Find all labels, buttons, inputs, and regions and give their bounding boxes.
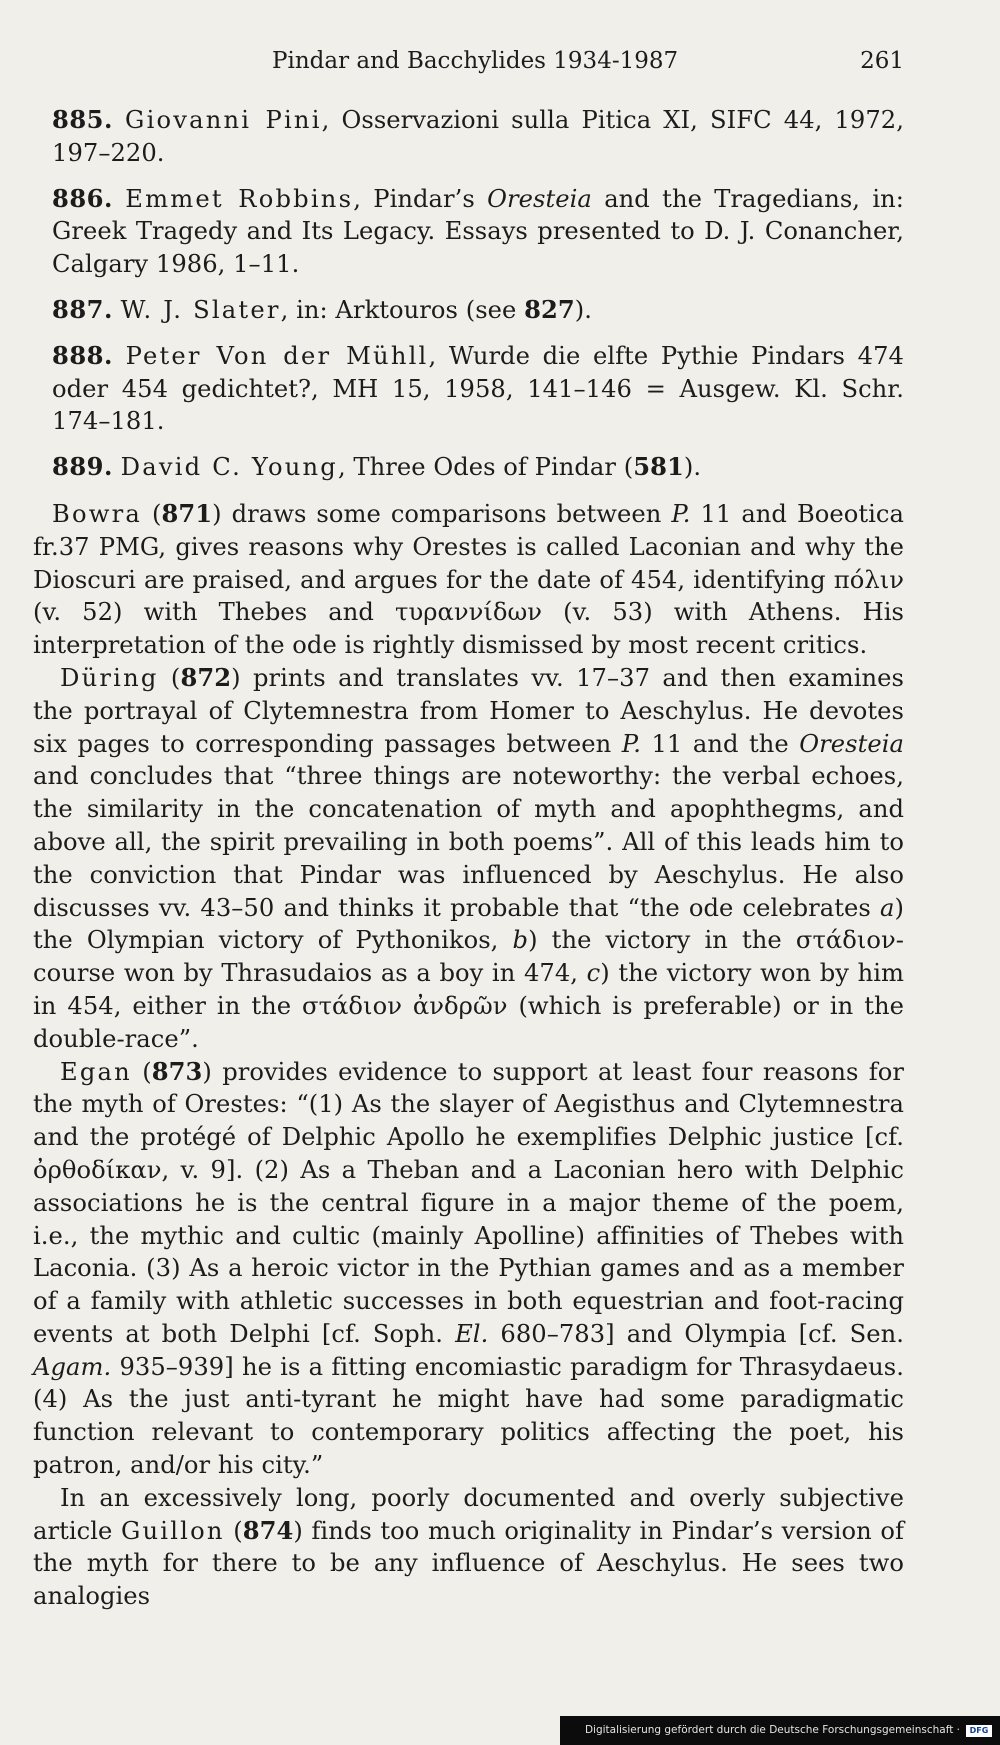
list-marker: a: [880, 893, 895, 922]
pythian-abbrev: P.: [621, 729, 641, 758]
review-author: Egan: [60, 1057, 132, 1086]
review-ref: 874: [242, 1515, 294, 1545]
review-author: Guillon: [120, 1516, 225, 1545]
review-ref: 872: [180, 662, 232, 692]
page-header: [272, 44, 904, 84]
review-author: Bowra: [52, 499, 143, 528]
entry-number: 888.: [52, 340, 113, 370]
running-title: Pindar and Bacchylides 1934-1987: [272, 48, 679, 74]
list-marker: b: [512, 926, 529, 955]
footer-text: Digitalisierung gefördert durch die Deutsche Forschungsgemeinschaft ·: [584, 1724, 960, 1736]
entry-text: ).: [683, 453, 702, 482]
work-abbrev: Agam.: [33, 1352, 112, 1381]
work-title: Oresteia: [799, 729, 904, 758]
entry-author: Peter Von der Mühll: [125, 341, 429, 370]
review-text: ) draws some comparisons between: [212, 499, 672, 528]
entry-author: Emmet Robbins: [125, 184, 354, 213]
entry-ref: 581: [633, 452, 684, 482]
list-marker: c: [586, 959, 601, 988]
bibliography-entry-888: [33, 340, 904, 438]
review-text: ) the victory won by him in 454, either in the στάδιον ἀνδρῶν (which is preferable) or in the double-race”.: [33, 959, 904, 1053]
entry-number: 885.: [52, 105, 113, 134]
entry-text: ).: [574, 295, 592, 324]
entry-text: , Wurde die elfte Pythie Pindars 474 oder 454 gedichtet?, MH 15, 1958, 141–146 = Ausgew. Kl. Schr. 174–181.: [52, 341, 904, 436]
review-text: ) provides evidence to support at least four reasons for the myth of Orestes: “(1) As the slayer of Aegisthus and Clytemnestra and the protégé of Delphic Apollo he exemplifies Delphic justice [cf. ὀρθοδίκαν, v. 9]. (2) As a Theban and a Laconian hero with Delphic associations he is the central figure in a major theme of the poem, i.e., the mythic and cultic (mainly Apolline) affinities of Thebes with Laconia. (3) As a heroic victor in the Pythian games and as a member of a family with athletic successes in both equestrian and foot-racing events at both Delphi [cf. Soph.: [33, 1057, 905, 1348]
review-paragraph-bowra: Bowra (871) draws some comparisons between P. 11 and Boeotica fr.37 PMG, gives reasons why Orestes is called Laconian and why the Dioscuri are praised, and argues for the date of 454, identifying πόλιν (v. 52) with Thebes and τυραννίδων (v. 53) with Athens. His interpretation of the ode is rightly dismissed by most recent critics.: [33, 498, 904, 660]
work-abbrev: El.: [455, 1319, 489, 1348]
review-paragraph-egan: Egan (873) provides evidence to support at least four reasons for the myth of Orestes: “(1) As the slayer of Aegisthus and Clytemnestra and the protégé of Delphic Apollo he exemplifies Delphic justice [cf. ὀρθοδίκαν, v. 9]. (2) As a Theban and a Laconian hero with Delphic associations he is the central figure in a major theme of the poem, i.e., the mythic and cultic (mainly Apolline) affinities of Thebes with Laconia. (3) As a heroic victor in the Pythian games and as a member of a family with athletic successes in both equestrian and foot-racing events at both Delphi [cf. Soph. El. 680–783] and Olympia [cf. Sen. Agam. 935–939] he is a fitting encomiastic paradigm for Thrasydaeus. (4) As the just anti-tyrant he might have had some paradigmatic function relevant to contemporary politics affecting the poet, his patron, and/or his city.”: [33, 1056, 905, 1480]
review-text: ) the Olympian victory of Pythonikos,: [33, 893, 904, 955]
bibliography-entry-887: [33, 294, 904, 327]
entry-author: David C. Young: [120, 453, 338, 482]
review-text: ) finds too much originality in Pindar’s version of the myth for there to be any influence of Aeschylus. He sees two analogies: [33, 1516, 904, 1611]
entry-author: Giovanni Pini: [125, 106, 322, 134]
digitization-footer: [560, 1716, 1000, 1745]
review-ref: 873: [151, 1056, 203, 1086]
entry-number: 886.: [52, 183, 113, 213]
review-text: ) the victory in the στάδιον-course won by Thrasudaios as a boy in 474,: [33, 926, 904, 988]
entry-author: W. J. Slater: [120, 295, 281, 324]
pythian-abbrev: P.: [671, 499, 691, 528]
entry-number: 887.: [52, 294, 113, 324]
entry-title: Oresteia: [487, 184, 592, 213]
dfg-logo: DFG: [966, 1725, 992, 1737]
bibliography-entry-885: [33, 104, 904, 170]
entry-text: , Osservazioni sulla Pitica XI, SIFC 44, 1972, 197–220.: [52, 106, 904, 167]
entry-text: , in: Arktouros (see: [280, 295, 525, 324]
review-text: In an excessively long, poorly documented and overly subjective article: [33, 1483, 904, 1545]
review-paragraph-during: Düring (872) prints and translates vv. 17–37 and then examines the portrayal of Clytemnestra from Homer to Aeschylus. He devotes six pages to corresponding passages between P. 11 and the Oresteia and concludes that “three things are noteworthy: the verbal echoes, the similarity in the concatenation of myth and apophthegms, and above all, the spirit prevailing in both poems”. All of this leads him to the conviction that Pindar was influenced by Aeschylus. He also discusses vv. 43–50 and thinks it probable that “the ode celebrates a) the Olympian victory of Pythonikos, b) the victory in the στάδιον-course won by Thrasudaios as a boy in 474, c) the victory won by him in 454, either in the στάδιον ἀνδρῶν (which is preferable) or in the double-race”.: [33, 662, 904, 1053]
review-paragraph-guillon: In an excessively long, poorly documented and overly subjective article Guillon (874) finds too much originality in Pindar’s version of the myth for there to be any influence of Aeschylus. He sees two analogies: [33, 1483, 904, 1611]
page-body: [33, 104, 904, 1613]
review-text: 11 and Boeotica fr.37 PMG, gives reasons why Orestes is called Laconian and why the Dioscuri are praised, and argues for the date of 454, identifying πόλιν (v. 52) with Thebes and τυραννίδων (v. 53) with Athens. His interpretation of the ode is rightly dismissed by most recent critics.: [33, 499, 904, 660]
review-text: 11 and the: [640, 729, 800, 758]
bibliography-entry-889: [33, 451, 904, 484]
bibliography-entry-886: [33, 183, 904, 281]
entry-text: and the Tragedians, in: Greek Tragedy and Its Legacy. Essays presented to D. J. Conancher, Calgary 1986, 1–11.: [52, 184, 904, 279]
review-author: Düring: [60, 663, 159, 692]
entry-text: , Pindar’s: [353, 184, 488, 213]
entry-number: 889.: [52, 452, 113, 482]
review-text: and concludes that “three things are noteworthy: the verbal echoes, the similarity in the concatenation of myth and apophthegms, and above all, the spirit prevailing in both poems”. All of this leads him to the conviction that Pindar was influenced by Aeschylus. He also discusses vv. 43–50 and thinks it probable that “the ode celebrates: [33, 762, 904, 922]
entry-ref: 827: [524, 294, 575, 324]
review-text: 680–783] and Olympia [cf. Sen.: [488, 1319, 904, 1348]
page-number: 261: [860, 48, 904, 74]
review-text: 935–939] he is a fitting encomiastic paradigm for Thrasydaeus. (4) As the just anti-tyrant he might have had some paradigmatic function relevant to contemporary politics affecting the poet, his patron, and/or his city.”: [33, 1352, 904, 1480]
review-text: ) prints and translates vv. 17–37 and then examines the portrayal of Clytemnestra from Homer to Aeschylus. He devotes six pages to corresponding passages between: [33, 663, 904, 758]
review-ref: 871: [161, 498, 213, 528]
entry-text: , Three Odes of Pindar (: [337, 453, 634, 482]
